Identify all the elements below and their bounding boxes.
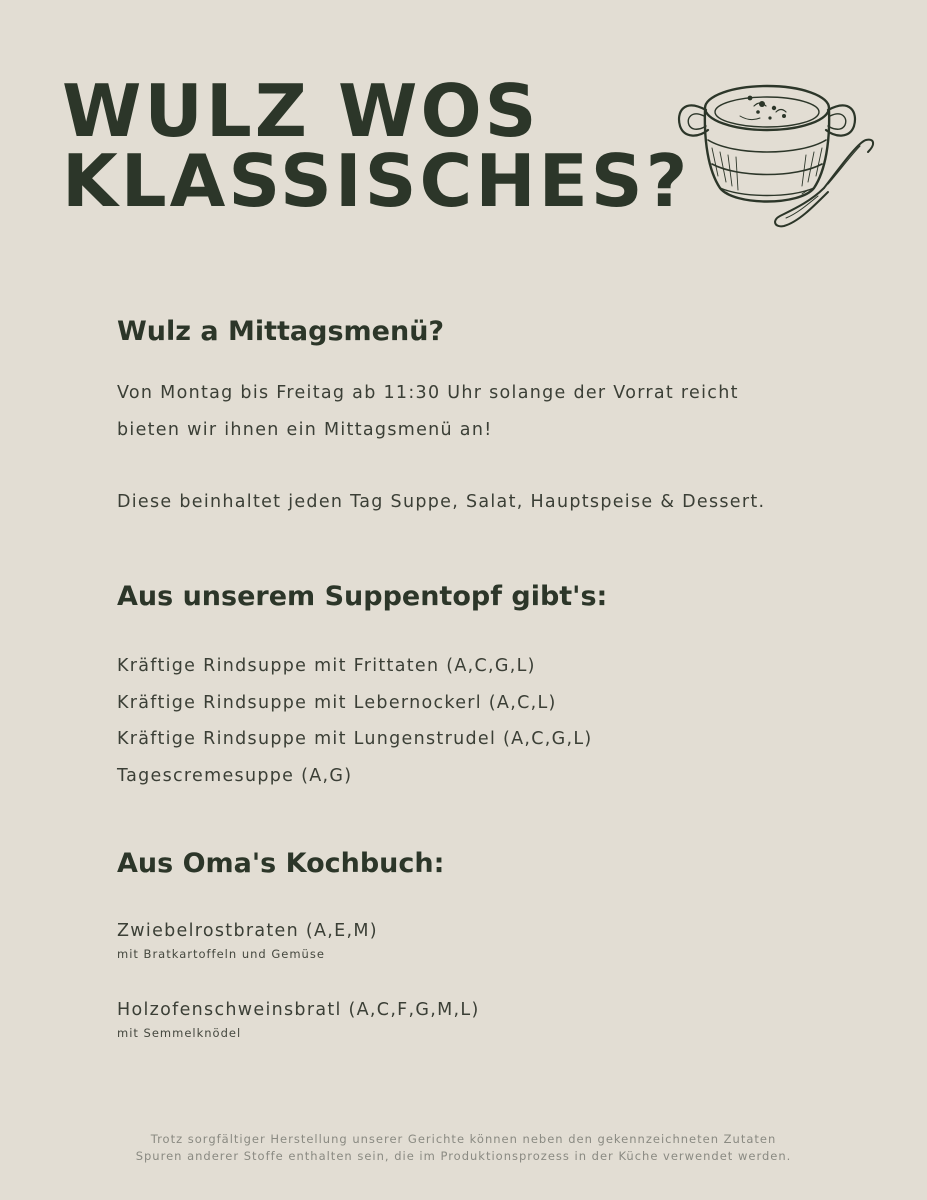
page-title	[62, 69, 691, 223]
allergen-disclaimer	[0, 1131, 927, 1165]
dish-name: Holzofenschweinsbratl (A,C,F,G,M,L)	[117, 1000, 480, 1020]
dish-side: mit Semmelknödel	[117, 1026, 242, 1040]
allergen-disclaimer-line-1: Trotz sorgfältiger Herstellung unserer Gerichte können neben den gekennzeichneten Zutaten	[150, 1132, 777, 1146]
page-title-line-2: KLASSISCHES?	[62, 139, 691, 223]
soup-item: Tagescremesuppe (A,G)	[117, 765, 353, 786]
dish-name: Zwiebelrostbraten (A,E,M)	[117, 921, 378, 941]
soup-item: Kräftige Rindsuppe mit Lebernockerl (A,C,L)	[117, 692, 557, 713]
cookbook-heading: Aus Oma's Kochbuch:	[117, 848, 445, 879]
lunch-menu-text-line-1: Von Montag bis Freitag ab 11:30 Uhr solange der Vorrat reicht	[117, 383, 739, 403]
page-title-line-1: WULZ WOS	[62, 69, 540, 153]
allergen-disclaimer-line-2: Spuren anderer Stoffe enthalten sein, die im Produktionsprozess in der Küche verwendet werden.	[135, 1149, 792, 1163]
dish-side: mit Bratkartoffeln und Gemüse	[117, 947, 325, 961]
lunch-menu-text-line-2: bieten wir ihnen ein Mittagsmenü an!	[117, 420, 493, 440]
soup-list	[117, 648, 593, 794]
soups-heading: Aus unserem Suppentopf gibt's:	[117, 581, 608, 612]
dish-item	[117, 1000, 480, 1040]
soup-bowl-icon	[674, 70, 880, 232]
dish-item	[117, 921, 378, 961]
lunch-menu-heading: Wulz a Mittagsmenü?	[117, 316, 445, 347]
lunch-menu-text-line-3: Diese beinhaltet jeden Tag Suppe, Salat, Hauptspeise & Dessert.	[117, 492, 766, 512]
soup-item: Kräftige Rindsuppe mit Frittaten (A,C,G,L)	[117, 656, 536, 676]
soup-item: Kräftige Rindsuppe mit Lungenstrudel (A,C,G,L)	[117, 729, 593, 749]
